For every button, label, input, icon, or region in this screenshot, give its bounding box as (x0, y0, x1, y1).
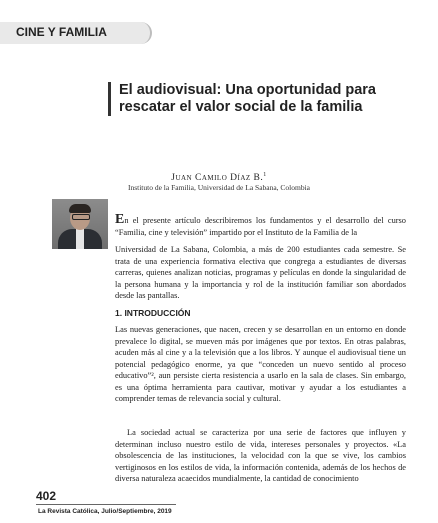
journal-citation: La Revista Católica, Julio/Septiembre, 2019 (38, 508, 172, 515)
abstract-first-lines (115, 214, 406, 238)
article-title: El audiovisual: Una oportunidad para rescatar el valor social de la familia (119, 82, 376, 115)
author-affiliation: Instituto de la Familia, Universidad de La Sabana, Colombia (127, 183, 311, 192)
section-heading: 1. INTRODUCCIÓN (115, 308, 191, 318)
author-name: Juan Camilo Díaz B. (171, 173, 264, 184)
paragraph-2: La sociedad actual se caracteriza por una serie de factores que influyen y determinan incluso nuestro estilo de vida, intereses personales y proyectos. «La obsolescencia de las instituciones, la velocidad con la que se vive, los cambios vertiginosos en los estilos de vida, la información contenida, además de los hechos de diversa naturaleza acaecidos mundialmente, la cantidad de conocimiento (115, 428, 406, 483)
section-tab (0, 22, 152, 44)
abstract-body: Universidad de La Sabana, Colombia, a más de 200 estudiantes cada semestre. Se trata de una experiencia formativa electiva que congrega a estudiantes de diversas carreras, quienes analizan noticias, programas y películas en donde la singularidad de la persona humana y la importancia y rol de la institución familiar son abordados desde las pantallas. (115, 245, 406, 300)
abstract-first-text: n el presente artículo describiremos los fundamentos y el desarrollo del curso “Familia, cine y televisión” impartido por el Instituto de la Familia de la (115, 216, 406, 237)
author-portrait-icon (52, 199, 108, 249)
footer-divider (36, 504, 176, 505)
section-label: CINE Y FAMILIA (16, 25, 107, 39)
page-number: 402 (36, 489, 57, 503)
paragraph-1: Las nuevas generaciones, que nacen, crecen y se desarrollan en un entorno en donde prevalece lo digital, se mueven más por imágenes que por textos. En otras palabras, acuden más al cine y a la televisión que a los libros. Y aunque el audiovisual tiene un potencial pedagógico enorme, ya que “conceden un nuevo sentido al proceso educativo”², aun persiste cierta resistencia a usarlo en la sala de clases. Sin embargo, es una óptima herramienta para cautivar, motivar y ayudar a los estudiantes a comprender temas de relevancia social y cultural. (115, 325, 406, 403)
abstract-dropcap: E (115, 212, 125, 227)
author-footnote-marker: 1 (263, 172, 267, 178)
title-block (108, 82, 419, 116)
author-line (0, 172, 438, 183)
